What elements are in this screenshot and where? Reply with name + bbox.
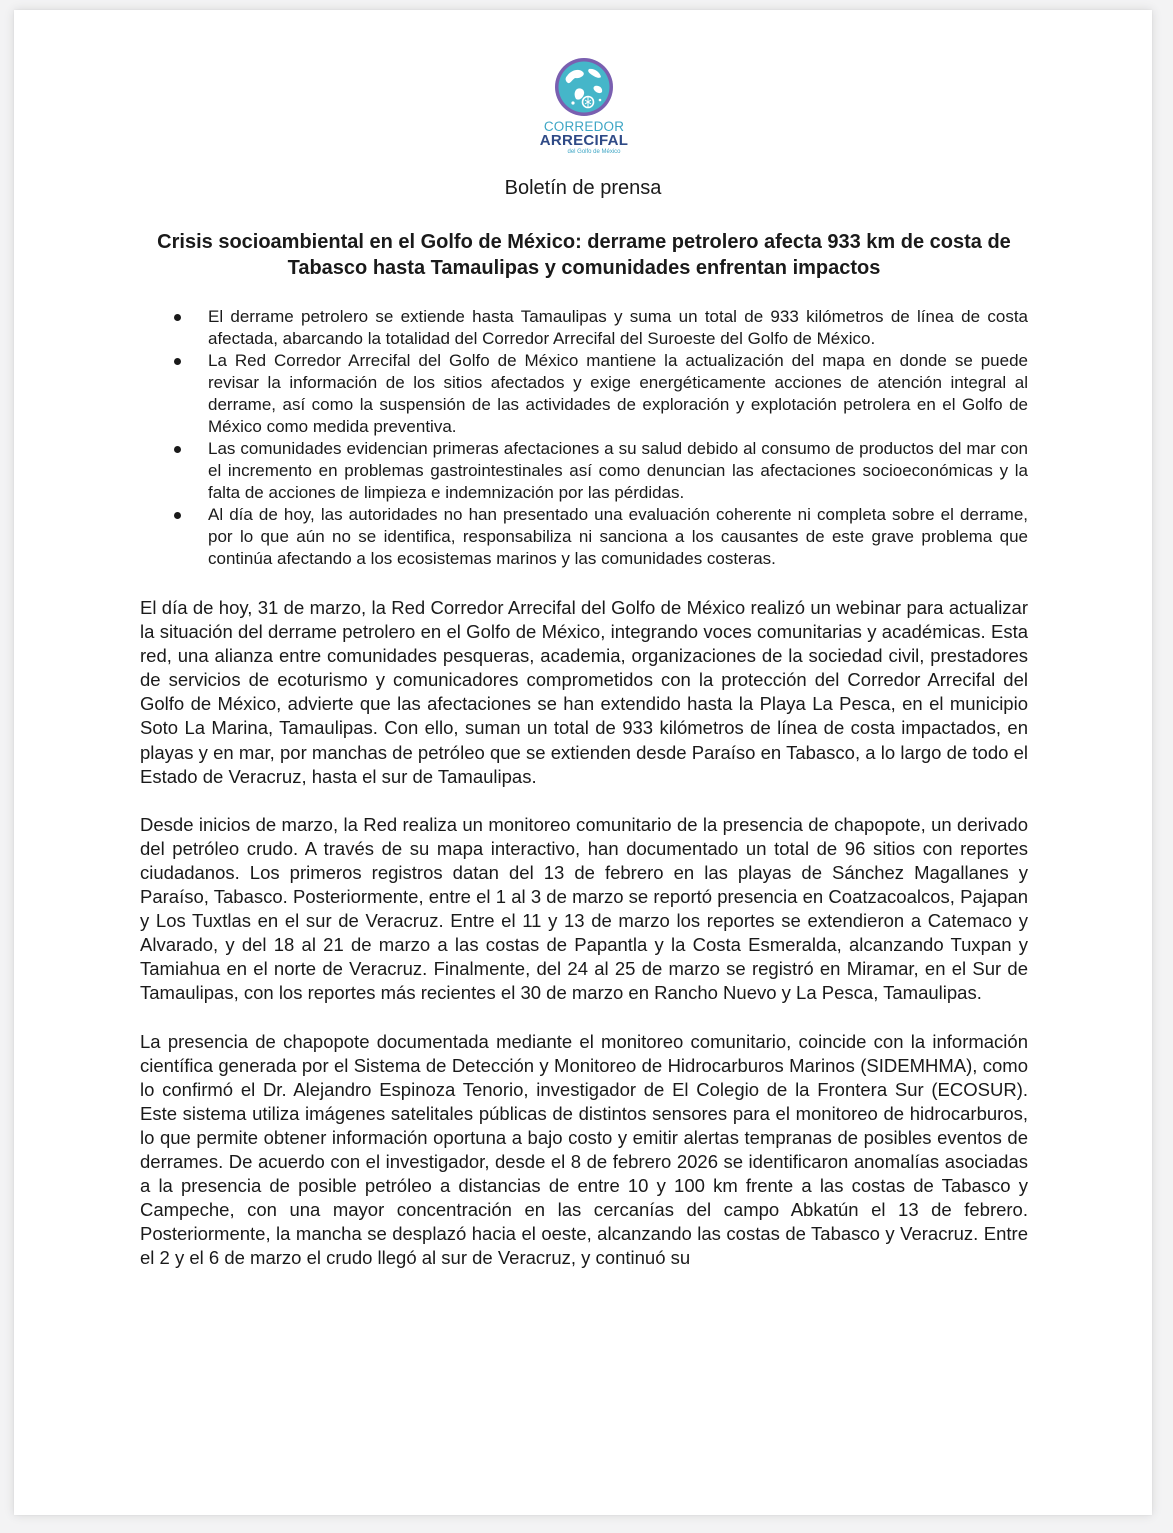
- document-page: [14, 10, 1152, 1515]
- logo-text-corredor: CORREDOR: [543, 119, 625, 134]
- globe-icon: [553, 56, 615, 118]
- press-release-label: Boletín de prensa: [504, 177, 662, 199]
- logo-text-subtitle: del Golfo de México: [567, 149, 621, 155]
- summary-bullet: Las comunidades evidencian primeras afectaciones a su salud debido al consumo de productos del mar con el incremento en problemas gastrointestinales así como denuncian las afectaciones socioeconómicas y la falta de acciones de limpieza e indemnización por las pérdidas.: [208, 439, 1028, 502]
- logo-text-arrecifal: ARRECIFAL: [539, 132, 629, 149]
- body-paragraph: El día de hoy, 31 de marzo, la Red Corredor Arrecifal del Golfo de México realizó un webinar para actualizar la situación del derrame petrolero en el Golfo de México, integrando voces comunitarias y académicas. Esta red, una alianza entre comunidades pesqueras, academia, organizaciones de la sociedad civil, prestadores de servicios de ecoturismo y comunicadores comprometidos con la protección del Corredor Arrecifal del Golfo de México, advierte que las afectaciones se han extendido hasta la Playa La Pesca, en el municipio Soto La Marina, Tamaulipas. Con ello, suman un total de 933 kilómetros de línea de costa impactados, en playas y en mar, por manchas de petróleo que se extienden desde Paraíso en Tabasco, a lo largo de todo el Estado de Veracruz, hasta el sur de Tamaulipas.: [140, 597, 1028, 787]
- summary-bullet-list: [208, 306, 1028, 570]
- summary-bullet: El derrame petrolero se extiende hasta Tamaulipas y suma un total de 933 kilómetros de línea de costa afectada, abarcando la totalidad del Corredor Arrecifal del Suroeste del Golfo de México.: [208, 307, 1028, 348]
- summary-bullet: La Red Corredor Arrecifal del Golfo de México mantiene la actualización del mapa en donde se puede revisar la información de los sitios afectados y exige energéticamente acciones de atención integral al derrame, así como la suspensión de las actividades de exploración y explotación petrolera en el Golfo de México como medida preventiva.: [208, 351, 1028, 436]
- body-paragraph: Desde inicios de marzo, la Red realiza un monitoreo comunitario de la presencia de chapopote, un derivado del petróleo crudo. A través de su mapa interactivo, han documentado un total de 96 sitios con reportes ciudadanos. Los primeros registros datan del 13 de febrero en las playas de Sánchez Magallanes y Paraíso, Tabasco. Posteriormente, entre el 1 al 3 de marzo se reportó presencia en Coatzacoalcos, Pajapan y Los Tuxtlas en el sur de Veracruz. Entre el 11 y 13 de marzo los reportes se extendieron a Catemaco y Alvarado, y del 18 al 21 de marzo a las costas de Papantla y la Costa Esmeralda, alcanzando Tuxpan y Tamiahua en el norte de Veracruz. Finalmente, del 24 al 25 de marzo se registró en Miramar, en el Sur de Tamaulipas, con los reportes más recientes el 30 de marzo en Rancho Nuevo y La Pesca, Tamaulipas.: [140, 813, 1028, 1004]
- article-body: [140, 596, 1028, 1270]
- body-paragraph: La presencia de chapopote documentada mediante el monitoreo comunitario, coincide con la información científica generada por el Sistema de Detección y Monitoreo de Hidrocarburos Marinos (SIDEMHMA), como lo confirmó el Dr. Alejandro Espinoza Tenorio, investigador de El Colegio de la Frontera Sur (ECOSUR). Este sistema utiliza imágenes satelitales públicas de distintos sensores para el monitoreo de hidrocarburos, lo que permite obtener información oportuna a bajo costo y emitir alertas tempranas de posibles eventos de derrames. De acuerdo con el investigador, desde el 8 de febrero 2026 se identificaron anomalías asociadas a la presencia de posible petróleo a distancias de entre 10 y 100 km frente a las costas de Tabasco y Campeche, con una mayor concentración en las cercanías del campo Abkatún el 13 de febrero. Posteriormente, la mancha se desplazó hacia el oeste, alcanzando las costas de Tabasco y Veracruz. Entre el 2 y el 6 de marzo el crudo llegó al sur de Veracruz, y continuó su: [140, 1030, 1028, 1269]
- corredor-arrecifal-logo: [534, 56, 634, 166]
- summary-bullet: Al día de hoy, las autoridades no han presentado una evaluación coherente ni completa sobre el derrame, por lo que aún no se identifica, responsabiliza ni sanciona a los causantes de este grave problema que continúa afectando a los ecosistemas marinos y las comunidades costeras.: [208, 505, 1028, 568]
- headline: Crisis socioambiental en el Golfo de México: derrame petrolero afecta 933 km de costa de Tabasco hasta Tamaulipas y comunidades enfrentan impactos: [157, 231, 1011, 279]
